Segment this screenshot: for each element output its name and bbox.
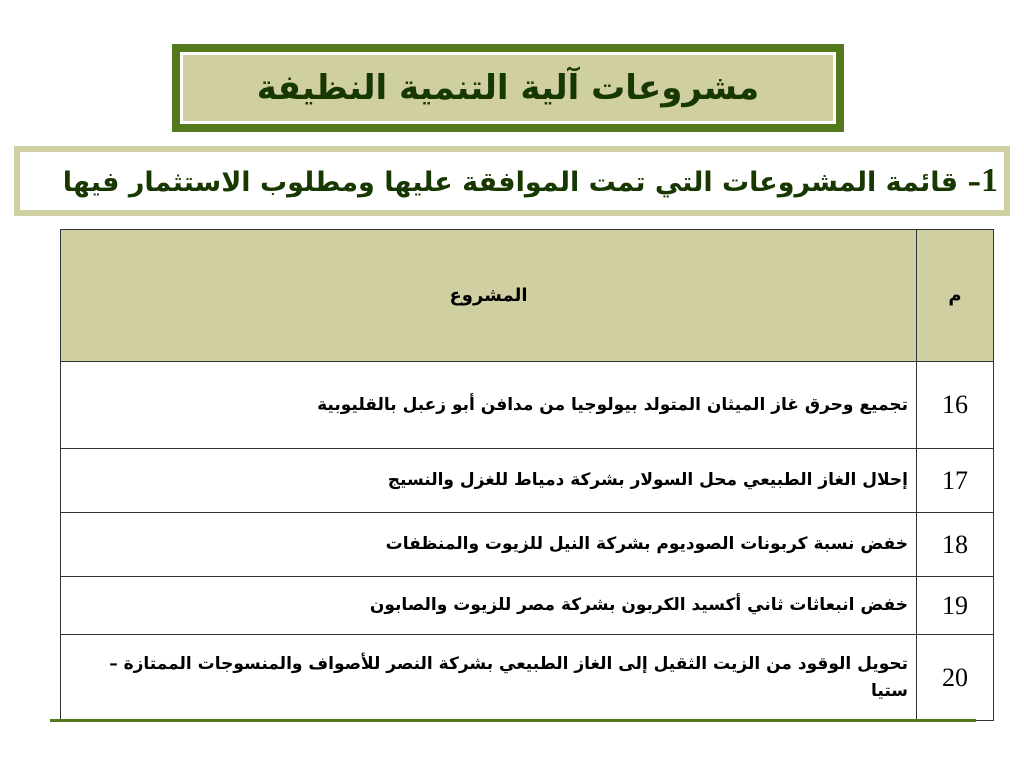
table-row [61,449,994,513]
projects-table [60,229,994,721]
section-heading [63,162,998,200]
row-number: 20 [917,635,994,721]
table-row [61,635,994,721]
project-name: إحلال الغاز الطبيعي محل السولار بشركة دمياط للغزل والنسيج [61,449,917,513]
row-number: 17 [917,449,994,513]
project-name: خفض نسبة كربونات الصوديوم بشركة النيل للزيوت والمنظفات [61,513,917,577]
row-number: 19 [917,577,994,635]
table-row [61,362,994,449]
table-row [61,513,994,577]
table-row [61,577,994,635]
section-heading-text: – قائمة المشروعات التي تمت الموافقة عليها ومطلوب الاستثمار فيها [62,167,981,198]
subtitle-frame [14,146,1010,216]
project-name: تحويل الوقود من الزيت الثقيل إلى الغاز الطبيعي بشركة النصر للأصواف والمنسوجات الممتازة – ستيا [61,635,917,721]
table-header-row [61,230,994,362]
bottom-divider [50,719,976,722]
project-name: تجميع وحرق غاز الميثان المتولد بيولوجيا من مدافن أبو زعبل بالقليوبية [61,362,917,449]
row-number: 16 [917,362,994,449]
project-name: خفض انبعاثات ثاني أكسيد الكربون بشركة مصر للزيوت والصابون [61,577,917,635]
subtitle-panel [20,152,1004,210]
column-header-project: المشروع [61,230,917,362]
page-title: مشروعات آلية التنمية النظيفة [256,68,760,108]
column-header-number: م [917,230,994,362]
row-number: 18 [917,513,994,577]
title-frame [172,44,844,132]
title-panel [180,52,836,124]
section-number: 1 [981,162,998,199]
